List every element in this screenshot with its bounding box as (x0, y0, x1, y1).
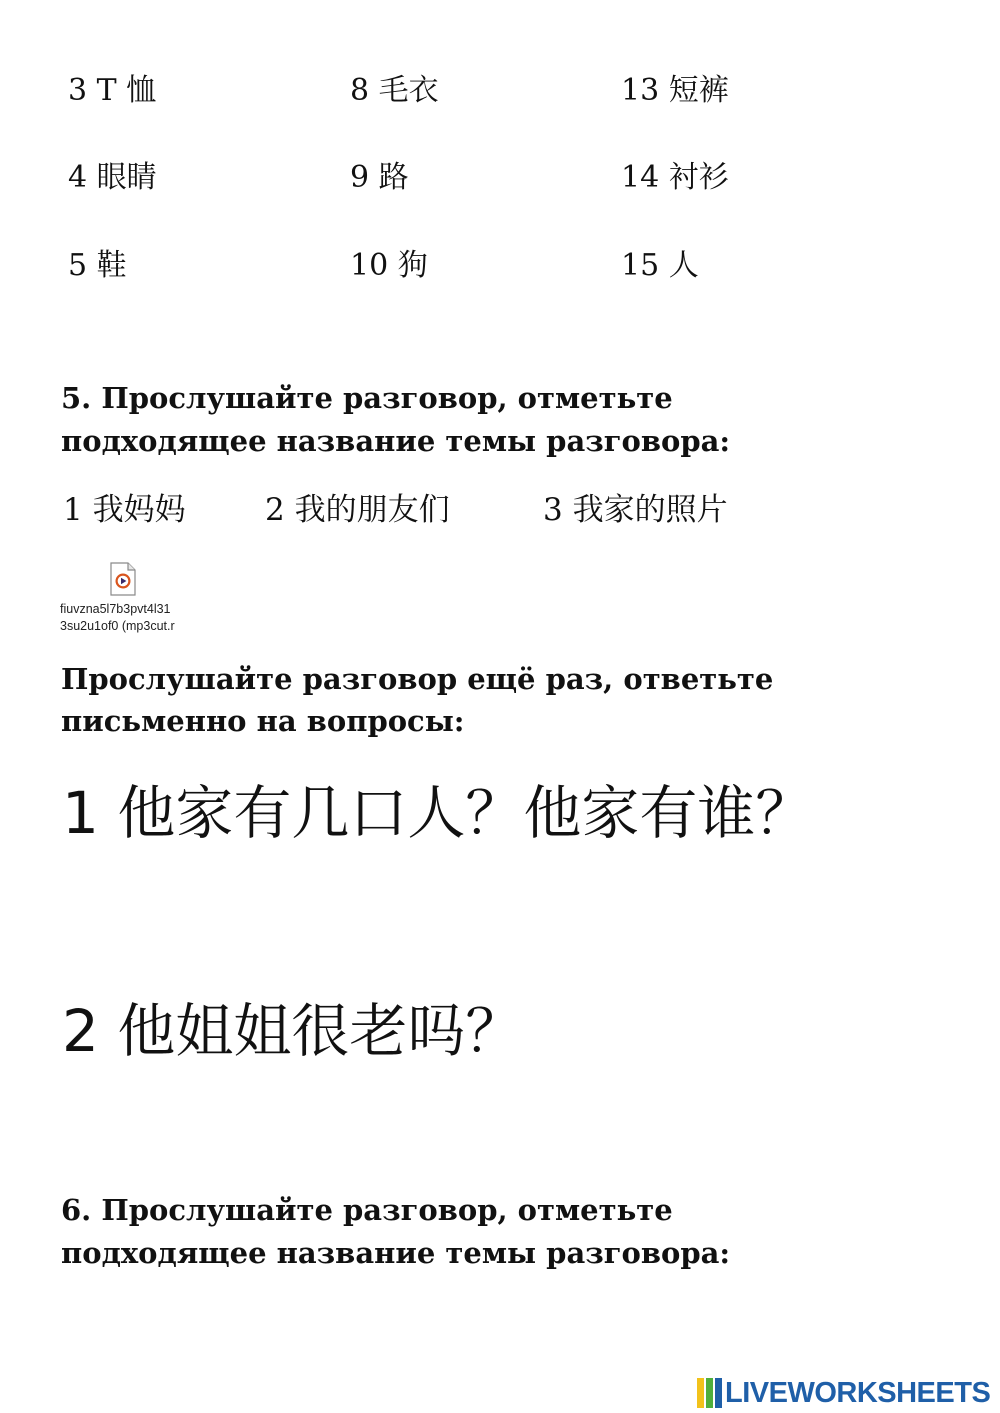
section5-heading-line2: подходящее название темы разговора: (61, 424, 731, 458)
listen-again-heading-line1: Прослушайте разговор ещё раз, ответьте (61, 662, 774, 696)
question-2: 2 他姐姐很老吗？ (62, 997, 524, 1065)
vocab-item: 8 毛衣 (350, 73, 439, 108)
vocab-item: 5 鞋 (68, 248, 127, 283)
option-2[interactable]: 2 我的朋友们 (265, 492, 450, 528)
vocab-item: 4 眼睛 (68, 160, 157, 195)
audio-filename[interactable] (60, 601, 192, 635)
vocab-item: 14 衬衫 (621, 160, 729, 195)
vocab-item: 13 短裤 (621, 73, 729, 108)
option-1[interactable]: 1 我妈妈 (63, 492, 186, 528)
option-3[interactable]: 3 我家的照片 (543, 492, 728, 528)
audio-filename-line2: 3su2u1of0 (mp3cut.r (60, 619, 175, 633)
vocab-item: 9 路 (350, 160, 409, 195)
section6-heading-line2: подходящее название темы разговора: (61, 1236, 731, 1270)
listen-again-heading-line2: письменно на вопросы: (61, 704, 465, 738)
vocab-item: 3 T 恤 (68, 73, 157, 108)
question-1: 1 他家有几口人？他家有谁？ (62, 779, 814, 847)
vocab-item: 10 狗 (350, 248, 428, 283)
vocab-item: 15 人 (621, 248, 699, 283)
liveworksheets-logo-mark (697, 1378, 723, 1408)
audio-filename-line1: fiuvzna5l7b3pvt4l31 (60, 602, 171, 616)
liveworksheets-logo (697, 1377, 990, 1409)
audio-file-icon[interactable] (110, 562, 136, 596)
logo-text: LIVEWORKSHEETS (725, 1377, 991, 1409)
section6-heading-line1: 6. Прослушайте разговор, отметьте (61, 1193, 673, 1227)
section5-heading-line1: 5. Прослушайте разговор, отметьте (61, 381, 673, 415)
